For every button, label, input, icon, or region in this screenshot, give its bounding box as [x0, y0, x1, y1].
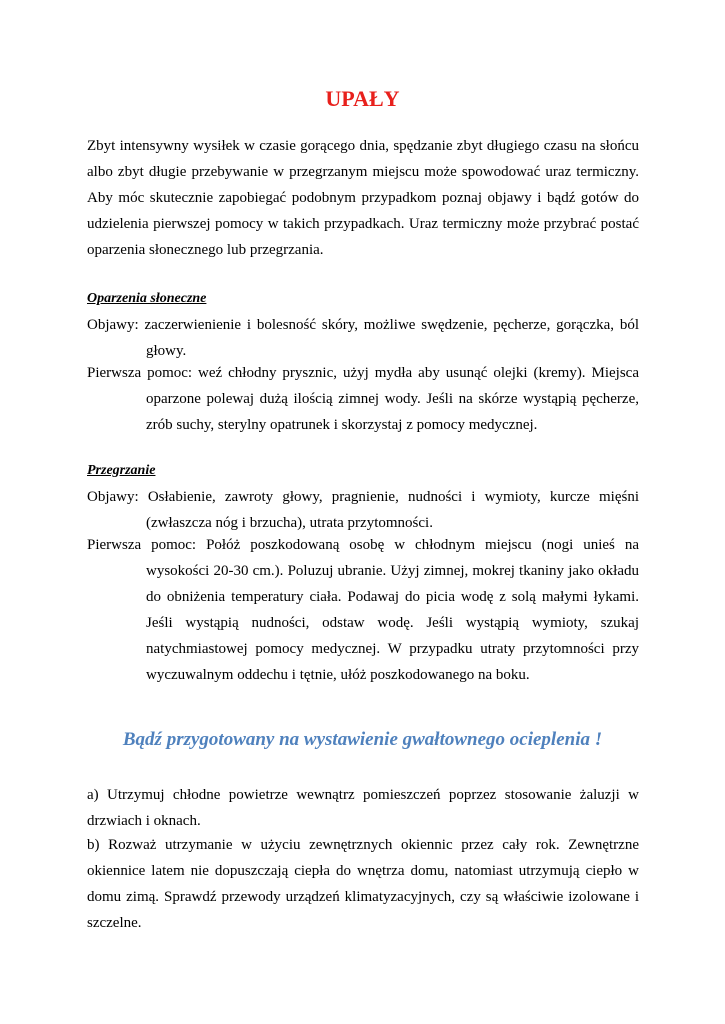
warming-item-a: a) Utrzymuj chłodne powietrze wewnątrz pomieszczeń poprzez stosowanie żaluzji w drzwiach i oknach.: [87, 787, 639, 829]
overheating-heading: Przegrzanie: [87, 463, 156, 478]
overheating-symptoms: [87, 484, 639, 536]
overheating-symptoms-text: Osłabienie, zawroty głowy, pragnienie, nudności i wymioty, kurcze mięśni (zwłaszcza nóg i brzucha), utrata przytomności.: [146, 489, 639, 531]
warming-item-b: b) Rozważ utrzymanie w użyciu zewnętrznych okiennic przez cały rok. Zewnętrzne okiennice latem nie dopuszczają ciepła do wnętrza domu, natomiast utrzymują ciepło w domu zimą. Sprawdź przewody urządzeń klimatyzacyjnych, czy są właściwie izolowane i szczelne.: [87, 837, 639, 931]
sunburn-symptoms-label: Objawy:: [87, 317, 139, 333]
sunburn-aid-label: Pierwsza pomoc:: [87, 365, 193, 381]
page-title: UPAŁY: [325, 86, 400, 111]
intro-paragraph: Zbyt intensywny wysiłek w czasie gorącego dnia, spędzanie zbyt długiego czasu na słońcu albo zbyt długie przebywanie w przegrzanym miejscu może spowodować uraz termiczny. Aby móc skutecznie zapobiegać podobnym przypadkom poznaj objawy i bądź gotów do udzielenia pierwszej pomocy w takich przypadkach. Uraz termiczny może przybrać postać oparzenia słonecznego lub przegrzania.: [87, 138, 639, 258]
sunburn-symptoms: [87, 312, 639, 364]
overheating-aid-text: Połóż poszkodowaną osobę w chłodnym miejscu (nogi unieś na wysokości 20-30 cm.). Poluzuj ubranie. Użyj zimnej, mokrej tkaniny jako okładu do obniżenia temperatury ciała. Podawaj do picia wodę z solą małymi łykami. Jeśli wystąpią nudności, odstaw wodę. Jeśli wystąpią wymioty, szukaj natychmiastowej pomocy medycznej. W przypadku utraty przytomności przy wyczuwalnym oddechu i tętnie, ułóż poszkodowanego na boku.: [146, 537, 640, 683]
overheating-first-aid: [87, 532, 639, 688]
warming-heading: Bądź przygotowany na wystawienie gwałtownego ocieplenia !: [122, 729, 603, 750]
sunburn-first-aid: [87, 360, 639, 438]
overheating-symptoms-label: Objawy:: [87, 489, 139, 505]
sunburn-heading: Oparzenia słoneczne: [87, 291, 207, 306]
overheating-aid-label: Pierwsza pomoc:: [87, 537, 197, 553]
sunburn-aid-text: weź chłodny prysznic, użyj mydła aby usunąć olejki (kremy). Miejsca oparzone polewaj dużą ilością zimnej wody. Jeśli na skórze wystąpią pęcherze, zrób suchy, sterylny opatrunek i skorzystaj z pomocy medycznej.: [146, 365, 639, 433]
sunburn-symptoms-text: zaczerwienienie i bolesność skóry, możliwe swędzenie, pęcherze, gorączka, ból głowy.: [144, 317, 639, 359]
